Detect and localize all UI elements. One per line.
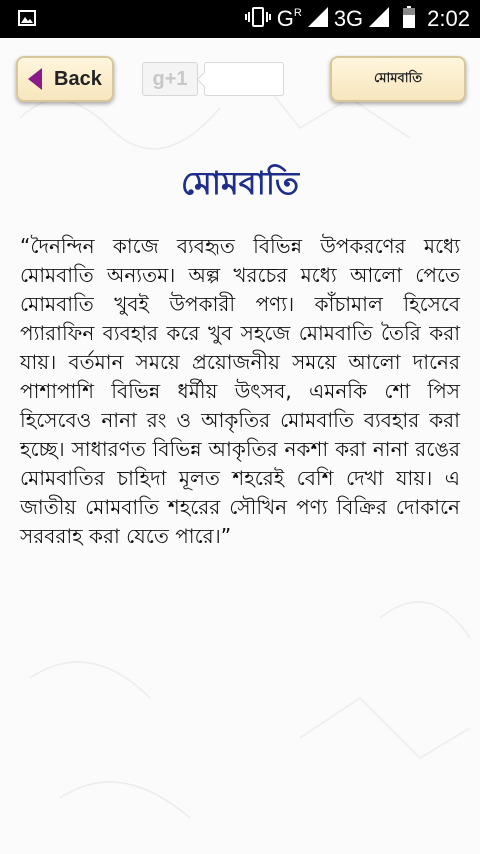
article-body: “দৈনন্দিন কাজে ব্যবহৃত বিভিন্ন উপকরণের মধ্যে মোমবাতি অন্যতম। অল্প খরচের মধ্যে আলো পেতে মোমবাতি খুবই উপকারী পণ্য। কাঁচামাল হিসেবে প্যারাফিন ব্যবহার করে খুব সহজে মোমবাতি তৈরি করা যায়। বর্তমান সময়ে প্রয়োজনীয় সময়ে আলো দানের পাশাপাশি বিভিন্ন ধর্মীয় উৎসব, এমনকি শো পিস হিসেবেও নানা রং ও আকৃতির মোমবাতি ব্যবহার করা হচ্ছে। সাধারণত বিভিন্ন আকৃতির নকশা করা নানা রঙের মোমবাতির চাহিদা মূলত শহরেই বেশি দেখা যায়। এ জাতীয় মোমবাতি শহরের সৌখিন পণ্য বিক্রির দোকানে সরবরাহ করা যেতে পারে।” [20, 234, 460, 548]
google-plus-icon: g+1 [152, 67, 188, 90]
image-icon [18, 10, 36, 30]
roaming-indicator: R [293, 7, 302, 19]
back-button[interactable] [16, 56, 114, 102]
signal-icon [369, 7, 389, 31]
signal-icon [308, 7, 328, 31]
google-plus-count-bubble [204, 62, 284, 96]
google-plus-one-button[interactable] [142, 62, 198, 96]
title-button-label: মোমবাতি [374, 70, 422, 86]
network-type-label: G [276, 6, 294, 31]
battery-icon [403, 6, 415, 32]
status-bar [0, 0, 480, 38]
vibrate-icon [245, 6, 271, 32]
back-arrow-icon [28, 68, 42, 90]
data-type-label: 3G [333, 6, 364, 31]
page-title: মোমবাতি [180, 164, 300, 202]
back-label: Back [54, 67, 102, 90]
clock: 2:02 [427, 6, 470, 31]
title-button[interactable] [330, 56, 466, 102]
